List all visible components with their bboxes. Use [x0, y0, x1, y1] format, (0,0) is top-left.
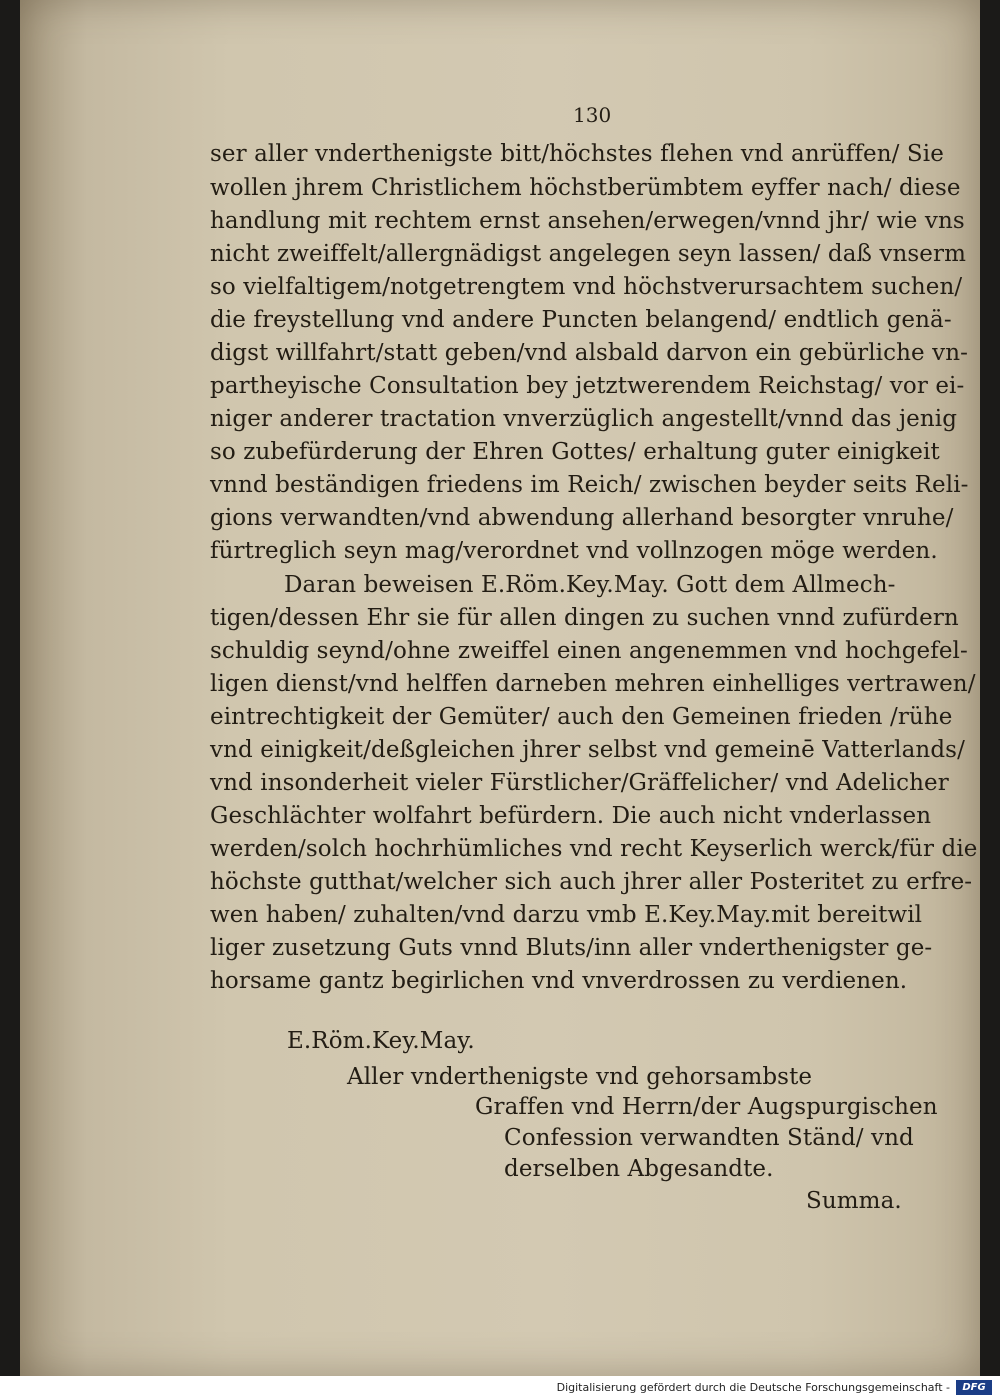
text-line: die freystellung vnd andere Puncten belangend/ endtlich genä-: [210, 307, 952, 333]
salutation: E.Röm.Key.May.: [287, 1028, 475, 1054]
text-line: niger anderer tractation vnverzüglich angestellt/vnnd das jenig: [210, 406, 958, 432]
text-line: höchste gutthat/welcher sich auch jhrer aller Posteritet zu erfre-: [210, 869, 973, 895]
text-line: Geschlächter wolfahrt befürdern. Die auch nicht vnderlassen: [210, 803, 932, 829]
text-line: wollen jhrem Christlichem höchstberümbtem eyffer nach/ diese: [210, 175, 961, 201]
text-line: vnnd beständigen friedens im Reich/ zwischen beyder seits Reli-: [210, 472, 969, 498]
text-line: tigen/dessen Ehr sie für allen dingen zu suchen vnnd zufürdern: [210, 605, 959, 631]
catchword: Summa.: [806, 1188, 902, 1214]
text-line: vnd insonderheit vieler Fürstlicher/Gräffelicher/ vnd Adelicher: [210, 770, 949, 796]
text-line: eintrechtigkeit der Gemüter/ auch den Gemeinen frieden /rühe: [210, 704, 953, 730]
text-line: gions verwandten/vnd abwendung allerhand besorgter vnruhe/: [210, 505, 954, 531]
closing-line: Graffen vnd Herrn/der Augspurgischen: [475, 1094, 938, 1120]
text-line: ligen dienst/vnd helffen darneben mehren einhelliges vertrawen/: [210, 671, 976, 697]
dfg-logo: DFG: [956, 1380, 992, 1395]
closing-line: derselben Abgesandte.: [504, 1156, 774, 1182]
text-line: Daran beweisen E.Röm.Key.May. Gott dem Allmech-: [284, 572, 896, 598]
text-line: ser aller vnderthenigste bitt/höchstes flehen vnd anrüffen/ Sie: [210, 141, 944, 167]
closing-line: Confession verwandten Ständ/ vnd: [504, 1125, 914, 1151]
text-line: so vielfaltigem/notgetrengtem vnd höchstverursachtem suchen/: [210, 274, 963, 300]
text-line: fürtreglich seyn mag/verordnet vnd vollnzogen möge werden.: [210, 538, 938, 564]
text-line: horsame gantz begirlichen vnd vnverdrossen zu verdienen.: [210, 968, 908, 994]
closing-line: Aller vnderthenigste vnd gehorsambste: [347, 1064, 813, 1090]
text-line: nicht zweiffelt/allergnädigst angelegen seyn lassen/ daß vnserm: [210, 241, 967, 267]
text-line: partheyische Consultation bey jetztwerendem Reichstag/ vor ei-: [210, 373, 965, 399]
text-line: vnd einigkeit/deßgleichen jhrer selbst vnd gemeinē Vatterlands/: [210, 737, 965, 763]
text-line: werden/solch hochrhümliches vnd recht Keyserlich werck/für die: [210, 836, 978, 862]
text-line: digst willfahrt/statt geben/vnd alsbald darvon ein gebürliche vn-: [210, 340, 969, 366]
page-number: 130: [573, 103, 612, 127]
text-line: handlung mit rechtem ernst ansehen/erwegen/vnnd jhr/ wie vns: [210, 208, 965, 234]
text-line: so zubefürderung der Ehren Gottes/ erhaltung guter einigkeit: [210, 439, 940, 465]
footer-bar: [0, 1376, 1000, 1399]
text-line: liger zusetzung Guts vnnd Bluts/inn aller vnderthenigster ge-: [210, 935, 933, 961]
text-line: schuldig seynd/ohne zweiffel einen angenemmen vnd hochgefel-: [210, 638, 968, 664]
text-line: wen haben/ zuhalten/vnd darzu vmb E.Key.May.mit bereitwil: [210, 902, 923, 928]
document-page: [20, 0, 980, 1376]
funding-credit: Digitalisierung gefördert durch die Deutsche Forschungsgemeinschaft -: [556, 1381, 950, 1394]
